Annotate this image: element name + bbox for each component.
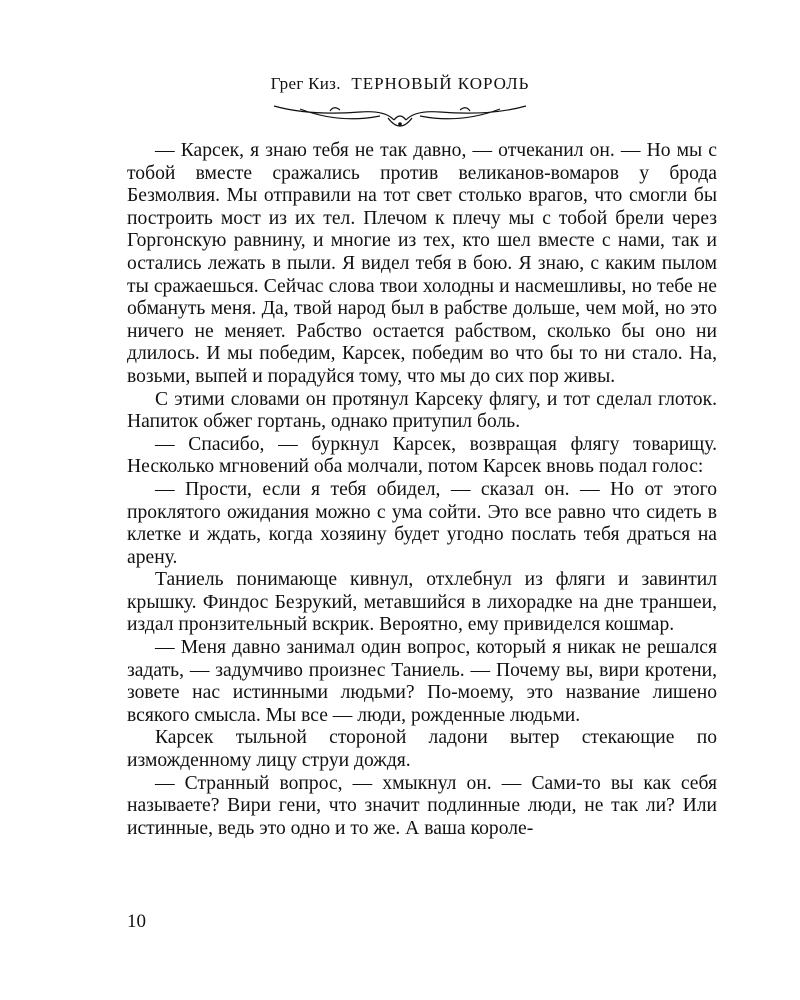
body-text <box>127 140 717 840</box>
paragraph: — Спасибо, — буркнул Карсек, возвращая флягу товарищу. Несколько мгновений оба молчали, потом Карсек вновь подал голос: <box>127 433 717 478</box>
flourish-divider-icon <box>270 100 530 136</box>
paragraph: С этими словами он протянул Карсеку флягу, и тот сделал глоток. Напиток обжег гортань, однако притупил боль. <box>127 388 717 433</box>
paragraph: Таниель понимающе кивнул, отхлебнул из фляги и завинтил крышку. Финдос Безрукий, метавшийся в лихорадке на дне траншеи, издал пронзительный вскрик. Вероятно, ему привиделся кошмар. <box>127 569 717 636</box>
paragraph: — Странный вопрос, — хмыкнул он. — Сами-то вы как себя называете? Вири гени, что значит подлинные люди, не так ли? Или истинные, ведь это одно и то же. А ваша короле- <box>127 772 717 839</box>
paragraph: — Прости, если я тебя обидел, — сказал он. — Но от этого проклятого ожидания можно с ума сойти. Это все равно что сидеть в клетке и ждать, когда хозяину будет угодно послать тебя драться на арену. <box>127 478 717 568</box>
header-author: Грег Киз. <box>270 74 341 93</box>
header-title: ТЕРНОВЫЙ КОРОЛЬ <box>351 74 530 93</box>
page-number: 10 <box>127 911 146 932</box>
paragraph: — Карсек, я знаю тебя не так давно, — отчеканил он. — Но мы с тобой вместе сражались против великанов-вомаров у брода Безмолвия. Мы отправили на тот свет столько врагов, что смогли бы построить мост из их тел. Плечом к плечу мы с тобой брели через Горгонскую равнину, и многие из тех, кто шел вместе с нами, так и остались лежать в пыли. Я видел тебя в бою. Я знаю, с каким пылом ты сражаешься. Сейчас слова твои холодны и насмешливы, но тебе не обмануть меня. Да, твой народ был в рабстве дольше, чем мой, но это ничего не меняет. Рабство остается рабством, сколько бы оно ни длилось. И мы победим, Карсек, победим во что бы то ни стало. На, возьми, выпей и порадуйся тому, что мы до сих пор живы. <box>127 140 717 387</box>
paragraph: — Меня давно занимал один вопрос, который я никак не решался задать, — задумчиво произнес Таниель. — Почему вы, вири кротени, зовете нас истинными людьми? По-моему, это название лишено всякого смысла. Мы все — люди, рожденные людьми. <box>127 637 717 726</box>
running-header <box>0 74 800 94</box>
paragraph: Карсек тыльной стороной ладони вытер стекающие по изможденному лицу струи дождя. <box>127 727 717 772</box>
